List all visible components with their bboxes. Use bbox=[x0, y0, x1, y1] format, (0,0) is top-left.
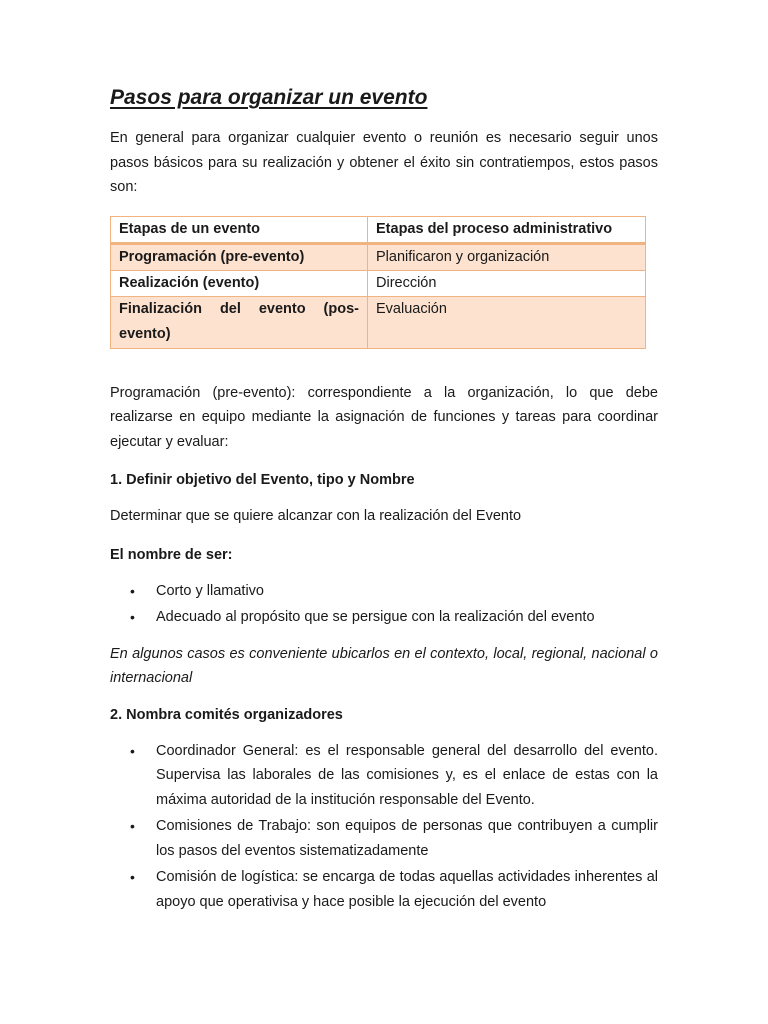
document-body bbox=[110, 84, 658, 926]
table-cell: Dirección bbox=[368, 270, 646, 296]
table-header-row bbox=[111, 216, 646, 243]
step2-heading: 2. Nombra comités organizadores bbox=[110, 706, 343, 723]
programacion-paragraph: Programación (pre-evento): correspondiente a la organización, lo que debe realizarse en equipo mediante la asignación de funciones y tareas para coordinar ejecutar y evaluar: bbox=[110, 384, 658, 450]
intro-paragraph: En general para organizar cualquier evento o reunión es necesario seguir unos pasos básicos para su realización y obtener el éxito sin contratiempos, estos pasos son: bbox=[110, 130, 658, 195]
table-cell: Evaluación bbox=[368, 296, 646, 348]
name-requirements-list bbox=[110, 579, 658, 630]
list-item: • Corto y llamativo bbox=[110, 579, 658, 604]
table-cell: Planificaron y organización bbox=[368, 243, 646, 270]
context-note: En algunos casos es conveniente ubicarlos en el contexto, local, regional, nacional o internacional bbox=[110, 645, 658, 686]
table-cell: Realización (evento) bbox=[111, 270, 368, 296]
step1-text: Determinar que se quiere alcanzar con la realización del Evento bbox=[110, 508, 522, 524]
name-subheading: El nombre de ser: bbox=[110, 546, 233, 563]
table-header-cell: Etapas del proceso administrativo bbox=[368, 216, 646, 243]
committees-list bbox=[110, 739, 658, 915]
table-header-cell: Etapas de un evento bbox=[111, 216, 368, 243]
list-item: • Comisión de logística: se encarga de todas aquellas actividades inherentes al apoyo que operativisa y hace posible la ejecución del evento bbox=[110, 865, 658, 914]
table-row bbox=[111, 270, 646, 296]
list-item: • Adecuado al propósito que se persigue con la realización del evento bbox=[110, 605, 658, 630]
step1-heading: 1. Definir objetivo del Evento, tipo y Nombre bbox=[110, 472, 415, 488]
document-title: Pasos para organizar un evento bbox=[110, 86, 428, 109]
list-item: • Comisiones de Trabajo: son equipos de personas que contribuyen a cumplir los pasos del eventos sistematizadamente bbox=[110, 814, 658, 863]
table-cell: Programación (pre-evento) bbox=[111, 243, 368, 270]
table-row bbox=[111, 243, 646, 270]
table-cell: Finalización del evento (pos-evento) bbox=[111, 296, 368, 348]
list-item: • Coordinador General: es el responsable general del desarrollo del evento. Supervisa las laborales de las comisiones y, es el enlace de estas con la máxima autoridad de la institución responsable del Evento. bbox=[110, 739, 658, 813]
table-row bbox=[111, 296, 646, 348]
event-stages-table bbox=[110, 216, 646, 349]
